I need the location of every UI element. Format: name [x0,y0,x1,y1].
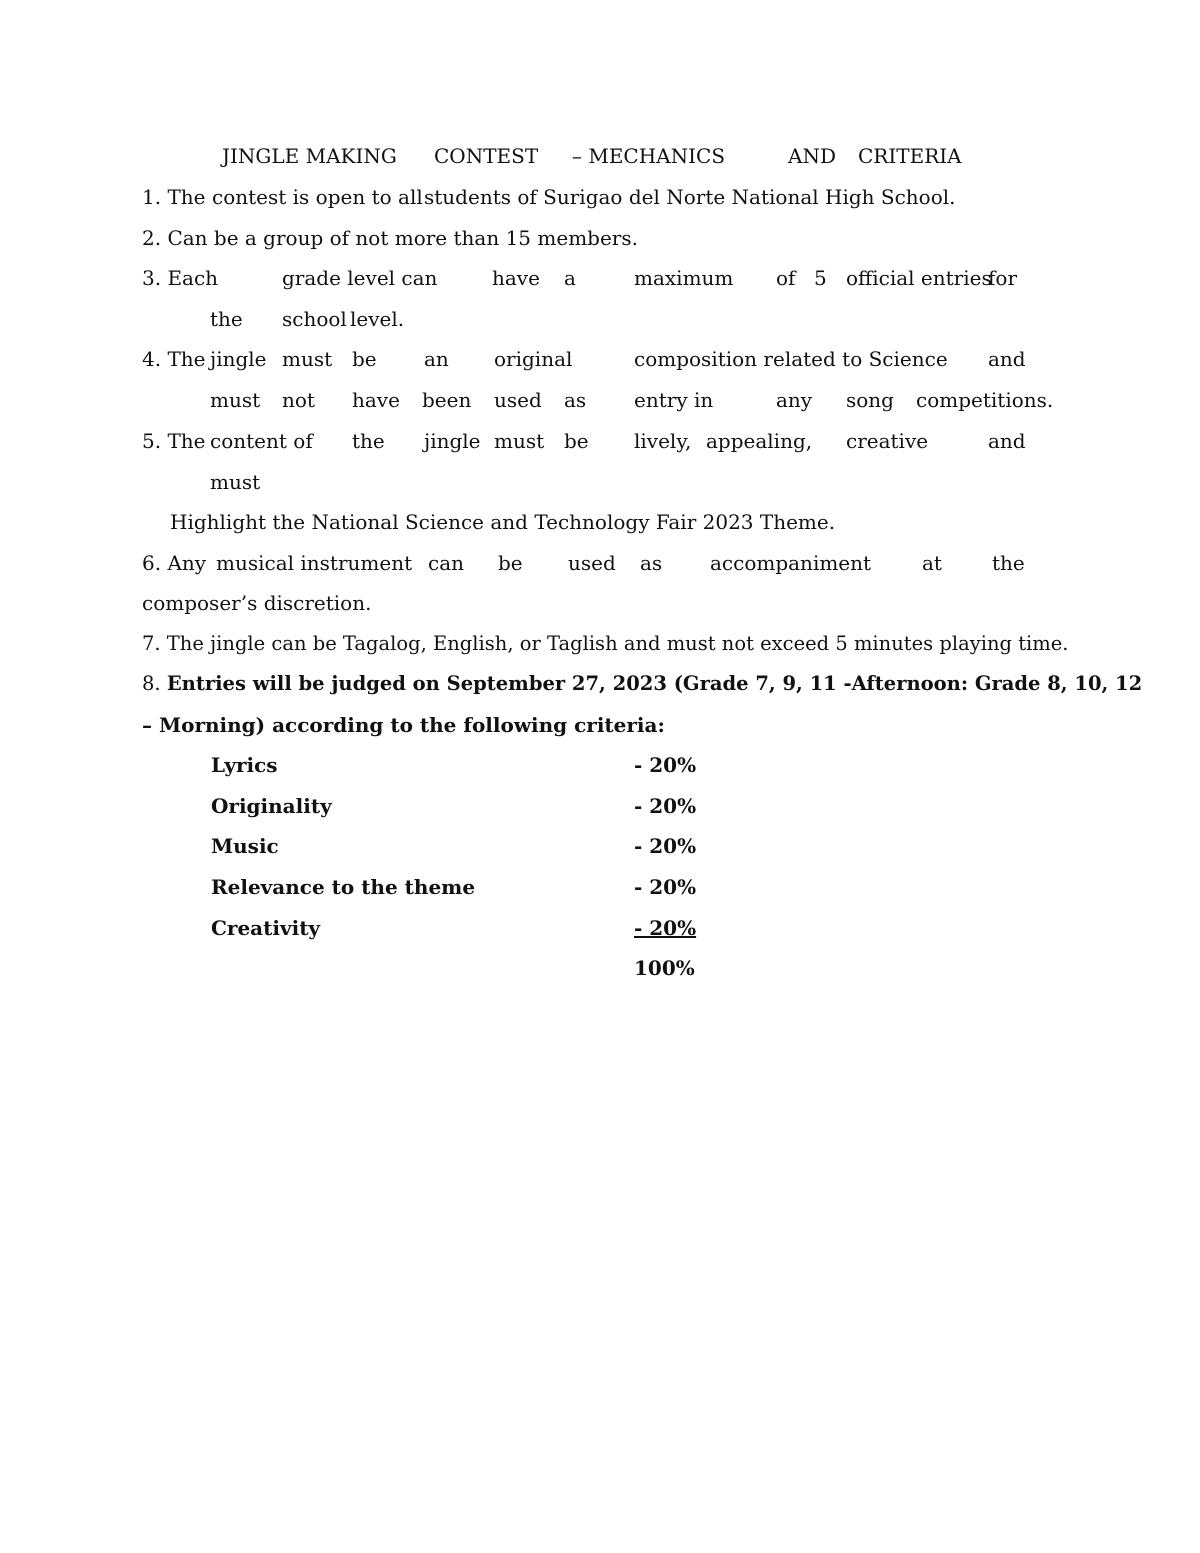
item-1-num: 1. The [142,185,206,209]
item-5-line-2: must [210,470,261,494]
item-3-word: the [210,307,243,331]
item-3-word: grade level can [282,266,438,290]
item-4-word: as [564,388,587,412]
criteria-weight: - 20% [634,875,697,899]
item-5-word: be [564,429,589,453]
criteria-name: Creativity [211,916,321,940]
item-5-word: must [494,429,545,453]
title-part-3: – MECHANICS [572,144,726,168]
item-3-word: have [492,266,540,290]
item-3-word: of [776,266,796,290]
item-7: 7. The jingle can be Tagalog, English, or Taglish and must not exceed 5 minutes playing time. [142,632,1069,655]
item-1-text-b: students of Surigao del Norte National High School. [424,185,956,209]
item-4-word: any [776,388,813,412]
item-5-word: and [988,429,1026,453]
item-3-word: school [282,307,347,331]
item-4-word: an [424,347,449,371]
item-3-word: a [564,266,576,290]
criteria-name: Music [211,834,279,858]
item-5-word: jingle [424,429,481,453]
criteria-name: Relevance to the theme [211,875,476,899]
item-4-word: must [282,347,333,371]
item-6-line-2: composer’s discretion. [142,591,372,615]
item-3-word: for [988,266,1018,290]
item-4-word: composition related to Science [634,347,948,371]
item-4-word: been [422,388,472,412]
item-6-word: accompaniment [710,551,872,575]
criteria-weight: - 20% [634,753,697,777]
title-part-5: CRITERIA [858,144,962,168]
item-6-word: as [640,551,663,575]
item-5-word: content of [210,429,313,453]
item-8-line-1 [142,671,1142,697]
item-4-word: have [352,388,400,412]
item-5-word: 5. The [142,429,206,453]
criteria-total: 100% [634,956,695,980]
item-4-word: competitions. [916,388,1054,412]
item-6-word: be [498,551,523,575]
title-part-2: CONTEST [434,144,539,168]
item-5-word: appealing, [706,429,813,453]
item-3-word: maximum [634,266,734,290]
item-6-word: musical instrument [216,551,413,575]
title-part-1: JINGLE MAKING [222,144,397,168]
item-4-word: jingle [210,347,267,371]
title-part-4: AND [788,144,836,168]
item-4-word: not [282,388,315,412]
item-4-word: 4. The [142,347,206,371]
item-6-word: 6. Any [142,551,207,575]
item-4-word: entry in [634,388,714,412]
item-6-word: used [568,551,616,575]
item-8-num: 8. [142,672,161,695]
item-3-word: 5 [814,266,827,290]
item-5-word: the [352,429,385,453]
item-5-word: lively, [634,429,692,453]
item-6-word: the [992,551,1025,575]
item-4-word: be [352,347,377,371]
item-4-word: song [846,388,894,412]
criteria-name: Originality [211,794,332,818]
item-1-text-a: contest is open to all [212,185,423,209]
item-3-word: official entries [846,266,992,290]
item-4-word: must [210,388,261,412]
item-4-word: and [988,347,1026,371]
item-6-word: at [922,551,942,575]
criteria-name: Lyrics [211,753,278,777]
item-4-word: original [494,347,573,371]
item-5-line-3: Highlight the National Science and Technology Fair 2023 Theme. [170,510,836,534]
item-3-word: 3. Each [142,266,219,290]
item-2: 2. Can be a group of not more than 15 members. [142,226,638,250]
criteria-weight: - 20% [634,834,697,858]
item-8-line-2: – Morning) according to the following criteria: [142,713,665,737]
item-8-text: Entries will be judged on September 27, 2023 (Grade 7, 9, 11 -Afternoon: Grade 8, 10, 12 [166,672,1143,695]
criteria-weight: - 20% [634,794,697,818]
item-5-word: creative [846,429,929,453]
item-3-word: level. [350,307,405,331]
item-4-word: used [494,388,542,412]
item-6-word: can [428,551,465,575]
criteria-weight: - 20% [634,916,697,940]
